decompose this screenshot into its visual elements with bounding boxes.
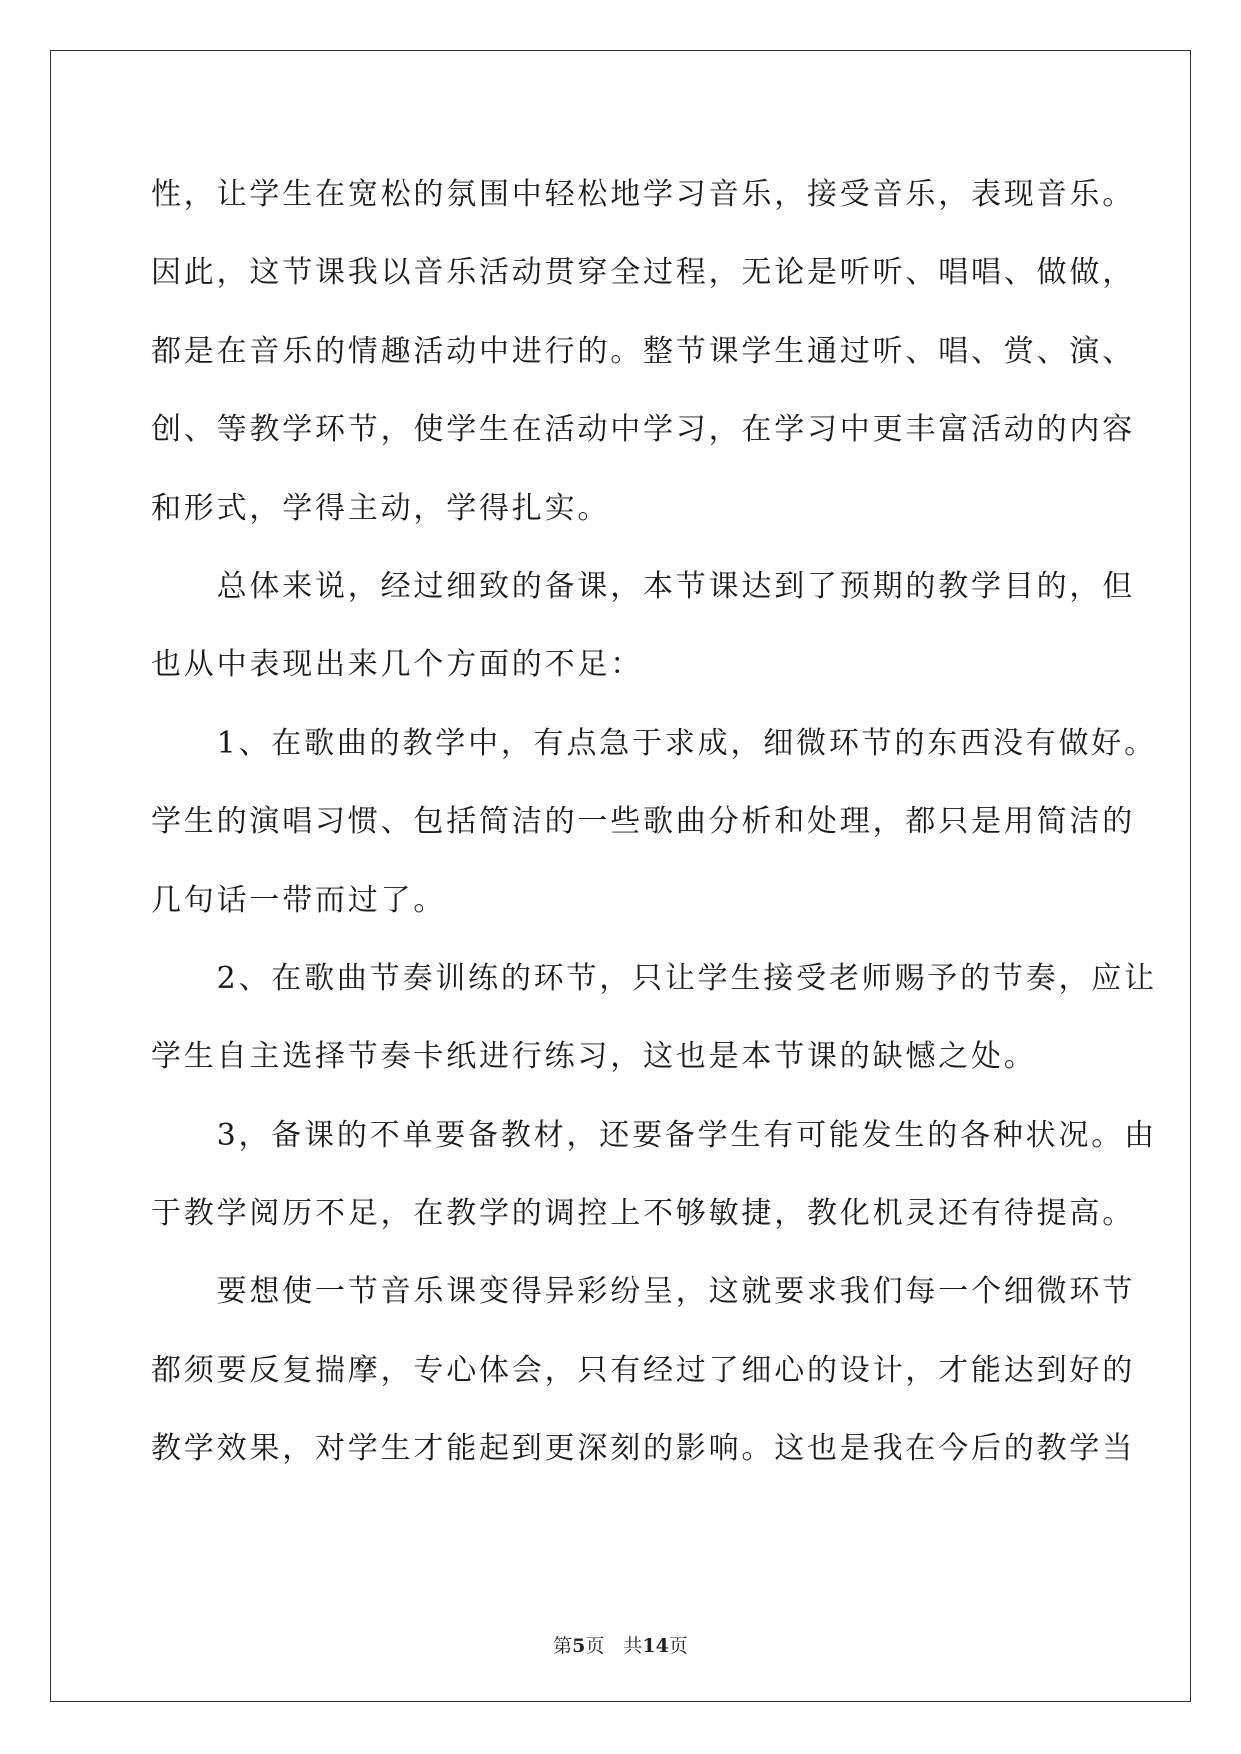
text-line: 要想使一节音乐课变得异彩纷呈，这就要求我们每一个细微环节	[151, 1274, 1135, 1310]
text-line: 因此，这节课我以音乐活动贯穿全过程，无论是听听、唱唱、做做，	[151, 255, 1135, 291]
text-line: 都是在音乐的情趣活动中进行的。整节课学生通过听、唱、赏、演、	[151, 333, 1135, 369]
page-suffix: 页	[585, 1635, 605, 1657]
text-line: 都须要反复揣摩，专心体会，只有经过了细心的设计，才能达到好的	[151, 1352, 1135, 1388]
page-total: 14	[642, 1635, 669, 1657]
page-footer	[0, 1631, 1241, 1658]
total-suffix: 页	[668, 1635, 688, 1657]
page-prefix: 第	[553, 1635, 573, 1657]
total-prefix: 共	[623, 1635, 643, 1657]
text-line: 学生的演唱习惯、包括简洁的一些歌曲分析和处理，都只是用简洁的	[151, 804, 1135, 840]
text-line: 2、在歌曲节奏训练的环节，只让学生接受老师赐予的节奏，应让	[151, 960, 1157, 996]
text-line: 创、等教学环节，使学生在活动中学习，在学习中更丰富活动的内容	[151, 412, 1135, 448]
text-line: 和形式，学得主动，学得扎实。	[151, 490, 611, 526]
text-line: 也从中表现出来几个方面的不足：	[151, 647, 643, 683]
text-line: 总体来说，经过细致的备课，本节课达到了预期的教学目的，但	[151, 568, 1135, 604]
text-line: 学生自主选择节奏卡纸进行练习，这也是本节课的缺憾之处。	[151, 1039, 1037, 1075]
page-current: 5	[572, 1635, 586, 1657]
text-line: 于教学阅历不足，在教学的调控上不够敏捷，教化机灵还有待提高。	[151, 1196, 1135, 1232]
text-line: 1、在歌曲的教学中，有点急于求成，细微环节的东西没有做好。	[151, 725, 1157, 761]
text-line: 3，备课的不单要备教材，还要备学生有可能发生的各种状况。由	[151, 1117, 1157, 1153]
text-line: 几句话一带而过了。	[151, 882, 447, 918]
document-body	[151, 156, 1157, 1489]
text-line: 教学效果，对学生才能起到更深刻的影响。这也是我在今后的教学当	[151, 1431, 1135, 1467]
text-line: 性，让学生在宽松的氛围中轻松地学习音乐，接受音乐，表现音乐。	[151, 177, 1135, 212]
